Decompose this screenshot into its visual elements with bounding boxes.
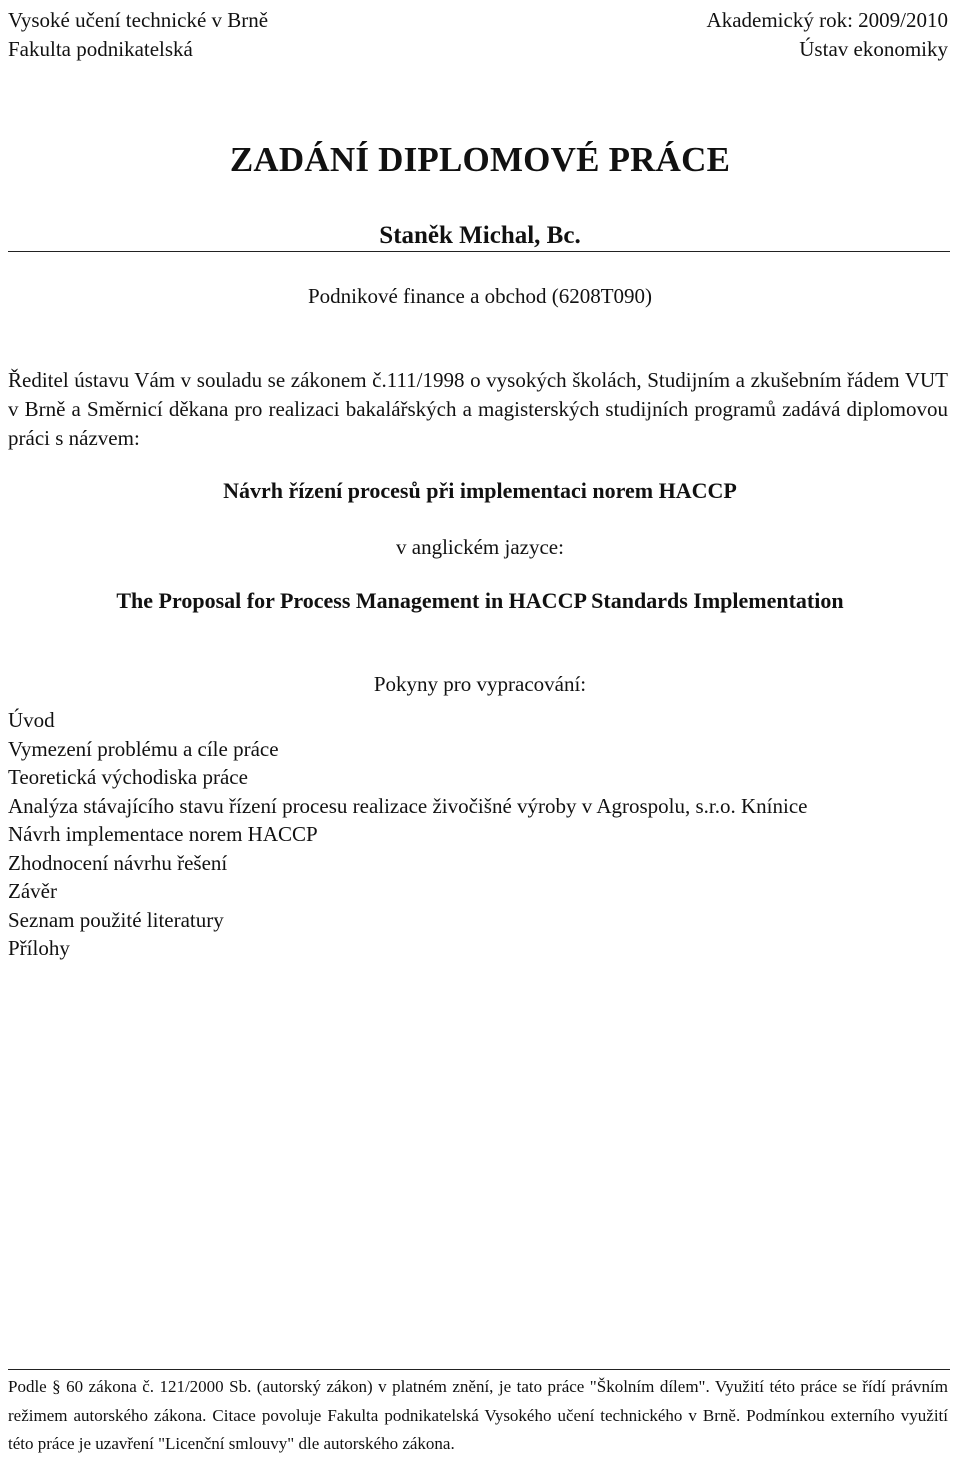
header-divider [8, 251, 950, 252]
student-name: Staněk Michal, Bc. [379, 222, 581, 249]
english-language-label: v anglickém jazyce: [396, 535, 564, 559]
instructions-list [8, 706, 808, 963]
intro-paragraph: Ředitel ústavu Vám v souladu se zákonem č.111/1998 o vysokých školách, Studijním a zkušebním řádem VUT v Brně a Směrnicí děkana pro realizaci bakalářských a magisterských studijních programů zadává diplomovou práci s názvem: [8, 368, 948, 450]
header-left [8, 6, 268, 64]
header-right [707, 6, 948, 64]
list-item: Vymezení problému a cíle práce [8, 736, 279, 761]
list-item: Návrh implementace norem HACCP [8, 822, 318, 846]
institute-name: Ústav ekonomiky [799, 37, 948, 61]
academic-year: Akademický rok: 2009/2010 [706, 8, 948, 32]
university-name: Vysoké učení technické v Brně [8, 8, 269, 32]
copyright-footer: Podle § 60 zákona č. 121/2000 Sb. (autorský zákon) v platném znění, je tato práce "Školním dílem". Využití této práce se řídí právním režimem autorského zákona. Citace povoluje Fakulta podnikatelská Vysokého učení technického v Brně. Podmínkou externího využití této práce je uzavření "Licenční smlouvy" dle autorského zákona. [8, 1377, 948, 1453]
footer-divider [8, 1369, 950, 1370]
list-item: Úvod [8, 708, 55, 732]
document-title: ZADÁNÍ DIPLOMOVÉ PRÁCE [229, 140, 731, 179]
list-item: Přílohy [8, 936, 70, 960]
instructions-heading: Pokyny pro vypracování: [373, 672, 587, 696]
list-item: Analýza stávajícího stavu řízení procesu realizace živočišné výroby v Agrospolu, s.r.o. Knínice [8, 793, 808, 818]
list-item: Teoretická východiska práce [8, 765, 248, 789]
list-item: Závěr [8, 879, 57, 903]
faculty-name: Fakulta podnikatelská [8, 37, 193, 61]
list-item: Seznam použité literatury [8, 907, 224, 932]
study-program: Podnikové finance a obchod (6208T090) [307, 284, 653, 308]
list-item: Zhodnocení návrhu řešení [8, 850, 228, 875]
thesis-title-english: The Proposal for Process Management in HACCP Standards Implementation [116, 588, 844, 613]
thesis-title-czech: Návrh řízení procesů při implementaci norem HACCP [223, 478, 737, 503]
